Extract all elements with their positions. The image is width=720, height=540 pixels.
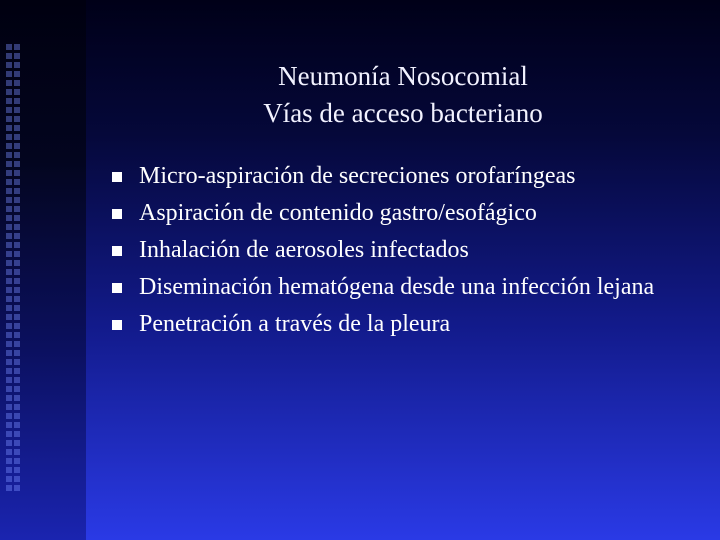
square-column-decoration (4, 44, 22, 494)
bullet-item (112, 234, 702, 266)
square-bullet-icon (112, 172, 122, 182)
slide-subtitle: Vías de acceso bacteriano (263, 98, 543, 128)
bullet-text: Diseminación hematógena desde una infección lejana (139, 274, 655, 300)
bullet-item (112, 197, 702, 229)
bullet-text: Micro-aspiración de secreciones orofaríngeas (139, 163, 576, 189)
bullet-list (112, 160, 702, 345)
square-bullet-icon (112, 283, 122, 293)
bullet-text: Inhalación de aerosoles infectados (139, 237, 469, 263)
bullet-item (112, 160, 702, 192)
square-bullet-icon (112, 209, 122, 219)
bullet-item (112, 308, 702, 340)
bullet-text: Aspiración de contenido gastro/esofágico (139, 200, 537, 226)
square-bullet-icon (112, 320, 122, 330)
square-bullet-icon (112, 246, 122, 256)
left-decorative-strip (0, 0, 86, 540)
slide-title: Neumonía Nosocomial (278, 61, 528, 91)
bullet-text: Penetración a través de la pleura (139, 311, 451, 337)
bullet-item (112, 271, 702, 303)
